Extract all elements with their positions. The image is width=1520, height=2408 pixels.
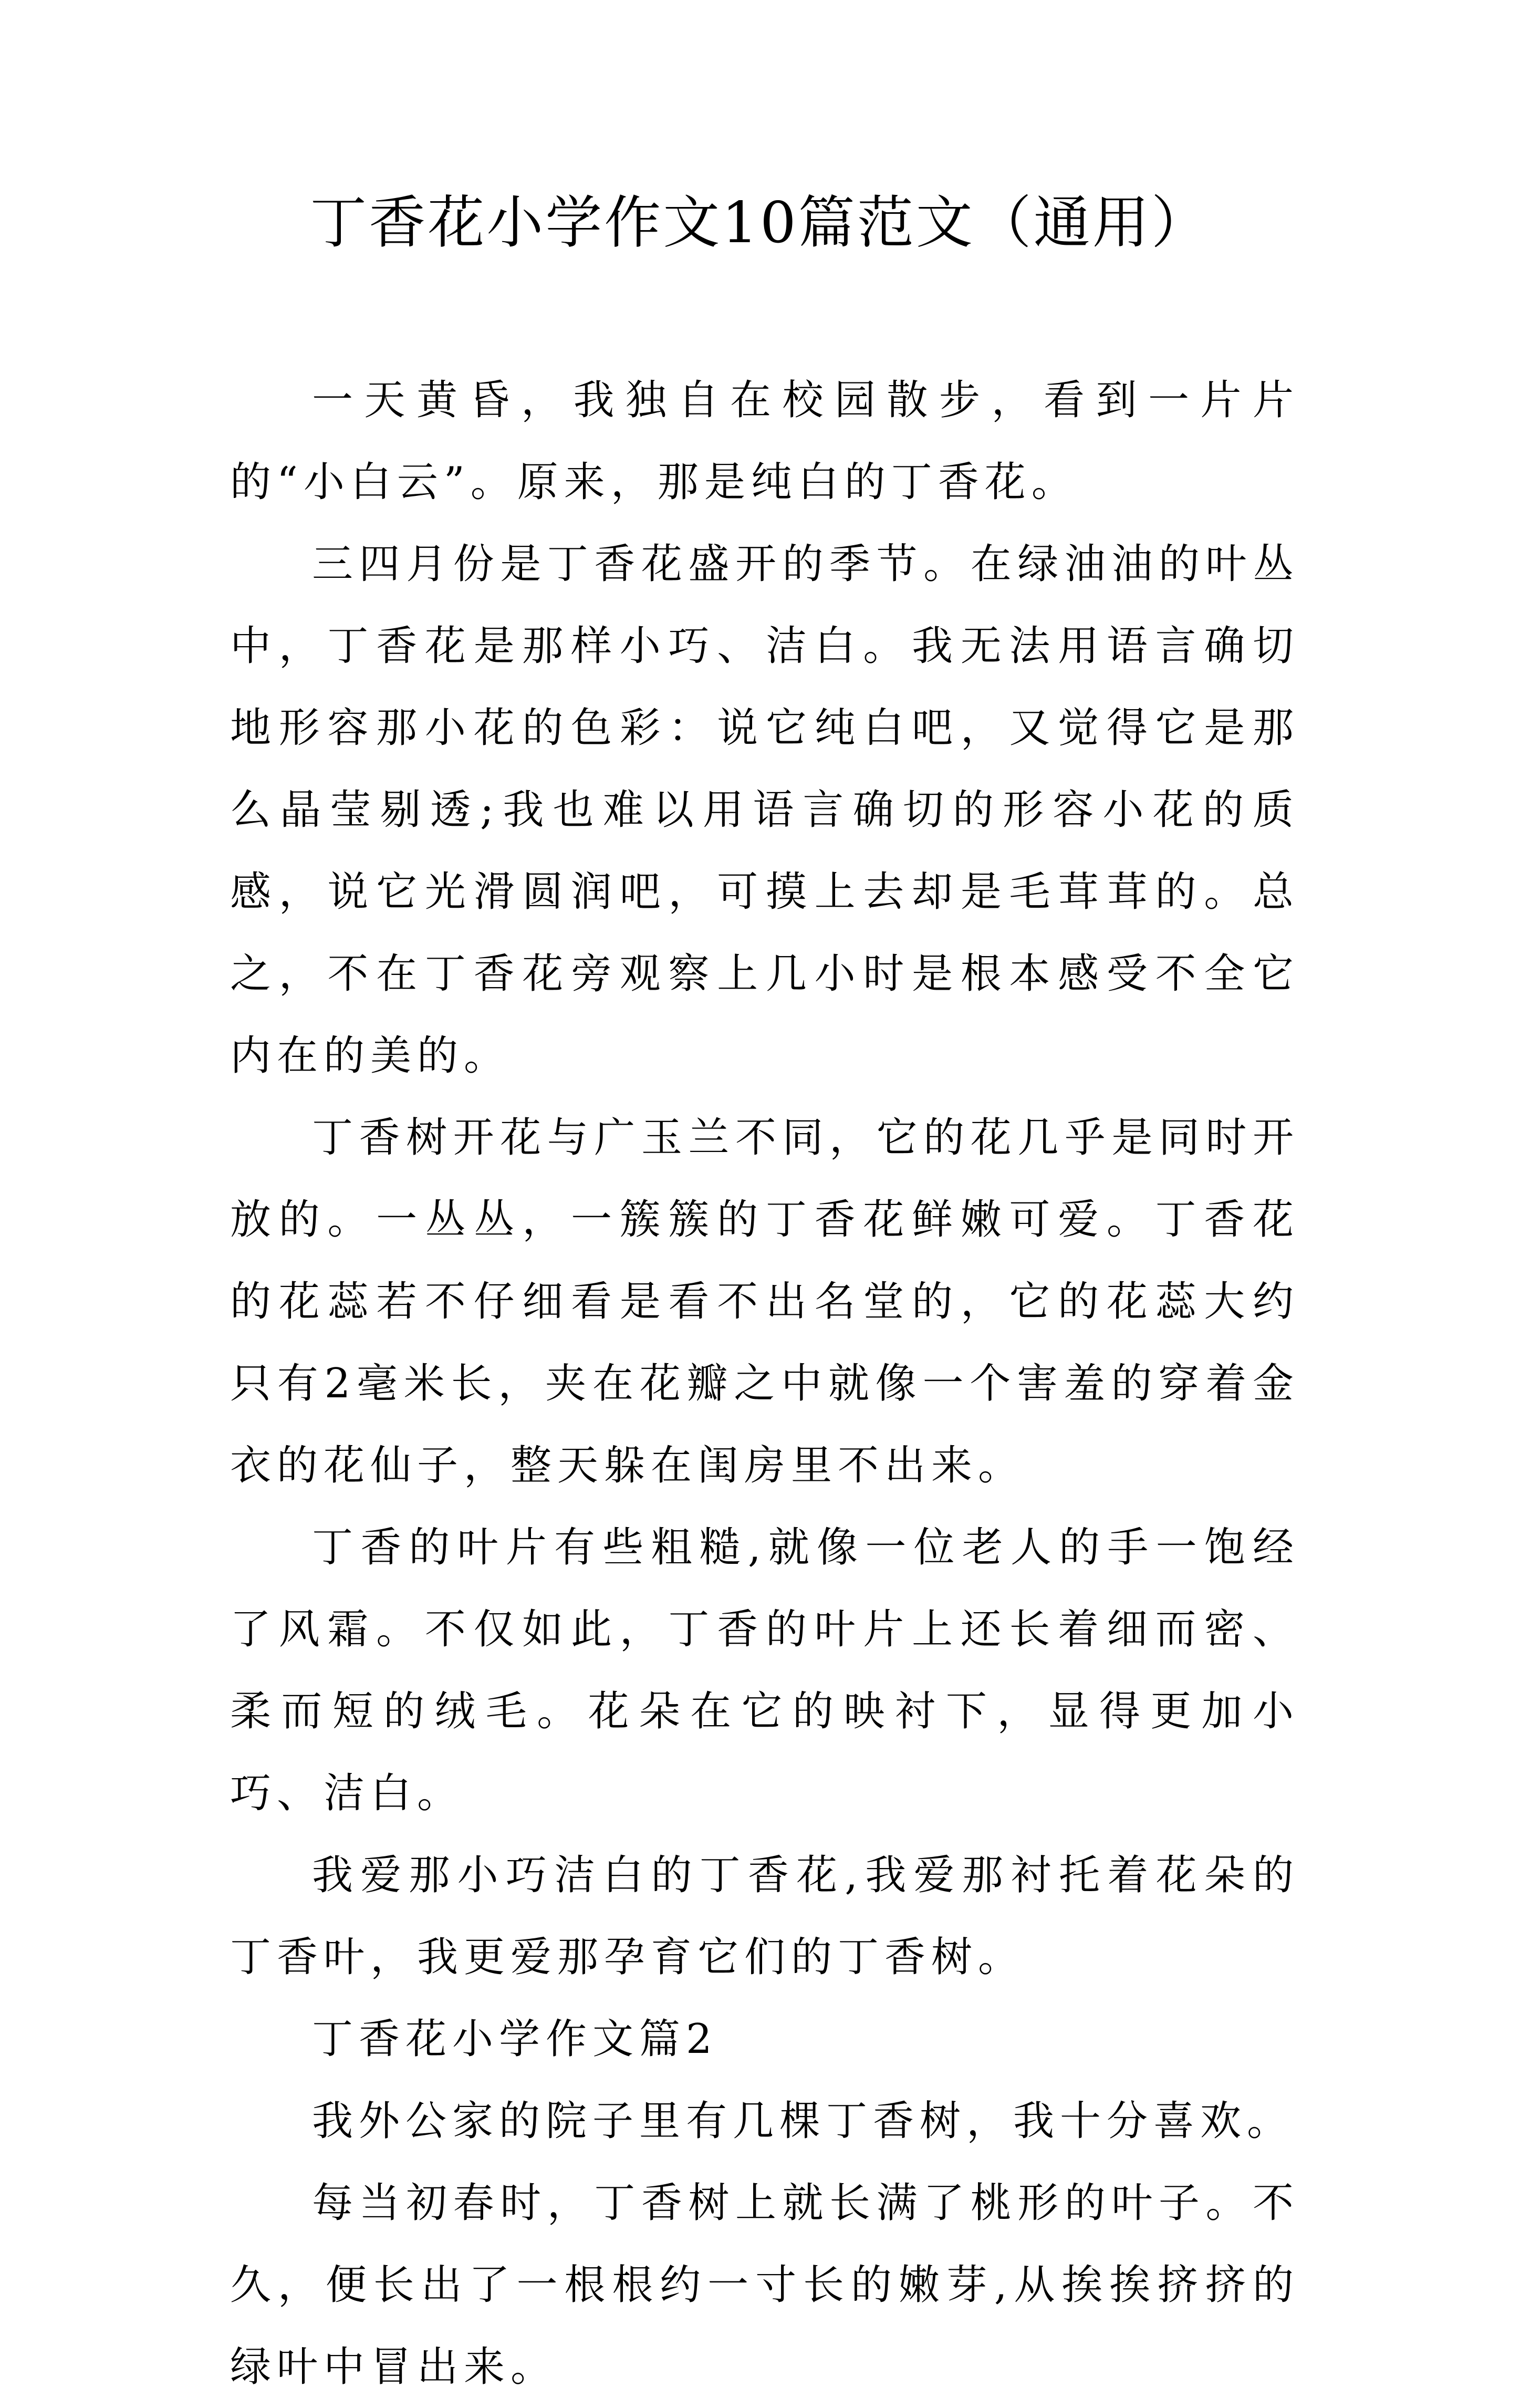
document-title: 丁香花小学作文10篇范文（通用） (310, 190, 1210, 256)
document-body (230, 359, 1299, 2408)
section-heading: 丁香花小学作文篇2 (312, 2016, 718, 2063)
paragraph: 我爱那小巧洁白的丁香花,我爱那衬托着花朵的丁香叶，我更爱那孕育它们的丁香树。 (230, 1852, 1299, 1981)
paragraph: 一天黄昏，我独自在校园散步，看到一片片的“小白云”。原来，那是纯白的丁香花。 (230, 377, 1299, 506)
paragraph: 丁香树开花与广玉兰不同，它的花几乎是同时开放的。一丛丛，一簇簇的丁香花鲜嫩可爱。丁香花的花蕊若不仔细看是看不出名堂的，它的花蕊大约只有2毫米长，夹在花瓣之中就像一个害羞的穿着金衣的花仙子，整天躲在闺房里不出来。 (230, 1114, 1299, 1489)
paragraph: 丁香的叶片有些粗糙,就像一位老人的手一饱经了风霜。不仅如此，丁香的叶片上还长着细而密、柔而短的绒毛。花朵在它的映衬下，显得更加小巧、洁白。 (230, 1524, 1299, 1817)
paragraph: 三四月份是丁香花盛开的季节。在绿油油的叶丛中，丁香花是那样小巧、洁白。我无法用语言确切地形容那小花的色彩：说它纯白吧，又觉得它是那么晶莹剔透;我也难以用语言确切的形容小花的质感，说它光滑圆润吧，可摸上去却是毛茸茸的。总之，不在丁香花旁观察上几小时是根本感受不全它内在的美的。 (230, 541, 1299, 1080)
paragraph: 我外公家的院子里有几棵丁香树，我十分喜欢。 (312, 2098, 1294, 2145)
paragraph: 每当初春时，丁香树上就长满了桃形的叶子。不久，便长出了一根根约一寸长的嫩芽,从挨挨挤挤的绿叶中冒出来。 (230, 2179, 1299, 2391)
